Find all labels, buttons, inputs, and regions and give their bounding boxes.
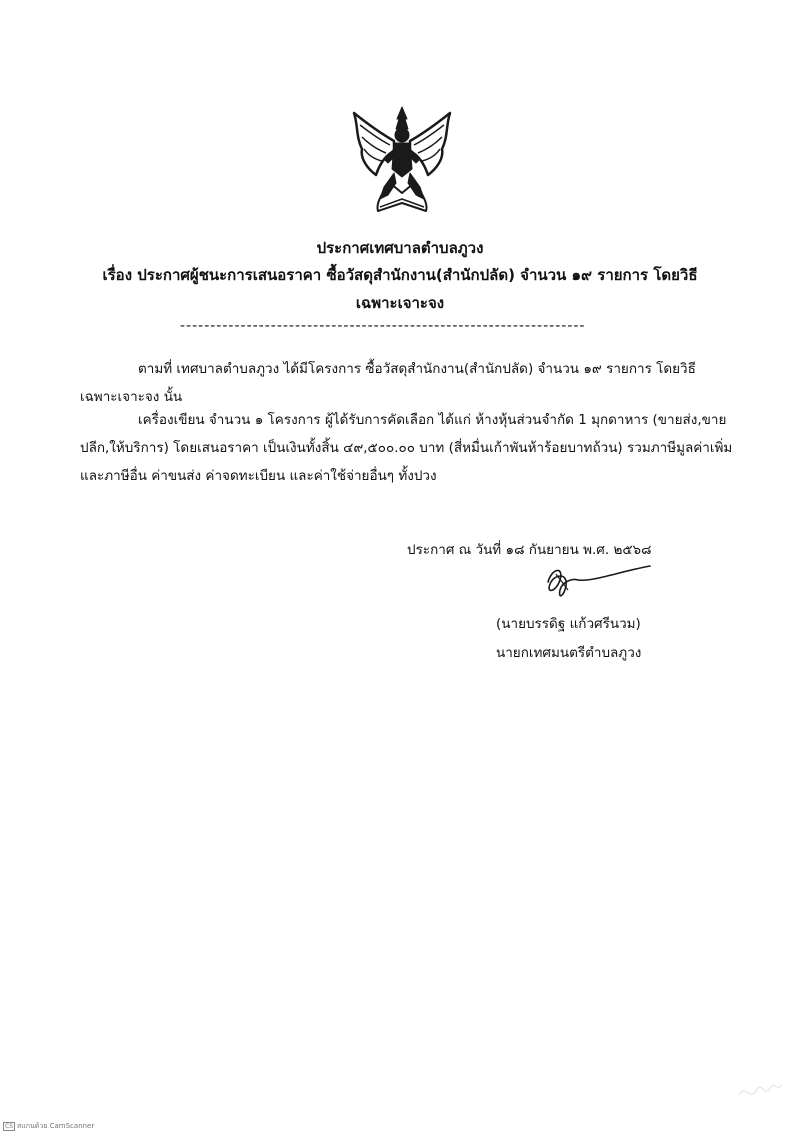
scanner-text: สแกนด้วย CamScanner <box>17 1122 95 1130</box>
scanner-watermark <box>3 1121 94 1132</box>
paragraph-1-line-2: เฉพาะเจาะจง นั้น <box>80 389 183 405</box>
announcement-title: ประกาศเทศบาลตำบลภูวง <box>316 239 484 257</box>
paragraph-2-line-1: เครื่องเขียน จำนวน ๑ โครงการ ผู้ได้รับการคัดเลือก ได้แก่ ห้างหุ้นส่วนจำกัด 1 มุกดาหาร (ขายส่ง,ขาย <box>138 412 727 428</box>
camscanner-logo-icon: CS <box>5 1123 13 1130</box>
faint-watermark-icon <box>735 1075 785 1105</box>
announcement-subject-continued: เฉพาะเจาะจง <box>355 294 445 312</box>
garuda-emblem-icon <box>350 103 454 215</box>
handwritten-signature <box>538 560 658 604</box>
signatory-position: นายกเทศมนตรีตำบลภูวง <box>496 645 642 661</box>
signatory-name: (นายบรรดิฐ แก้วศรีนวม) <box>496 616 641 632</box>
announcement-date: ประกาศ ณ วันที่ ๑๘ กันยายน พ.ศ. ๒๕๖๘ <box>407 542 652 558</box>
paragraph-2-line-2: ปลีก,ให้บริการ) โดยเสนอราคา เป็นเงินทั้งสิ้น ๔๙,๕๐๐.๐๐ บาท (สี่หมื่นเก้าพันห้าร้อยบาทถ้วน) รวมภาษีมูลค่าเพิ่ม <box>80 440 733 456</box>
announcement-subject: เรื่อง ประกาศผู้ชนะการเสนอราคา ซื้อวัสดุสำนักงาน(สำนักปลัด) จำนวน ๑๙ รายการ โดยวิธี <box>102 266 698 284</box>
paragraph-1-line-1: ตามที่ เทศบาลตำบลภูวง ได้มีโครงการ ซื้อวัสดุสำนักงาน(สำนักปลัด) จำนวน ๑๙ รายการ โดยวิธี <box>138 361 696 377</box>
paragraph-2-line-3: และภาษีอื่น ค่าขนส่ง ค่าจดทะเบียน และค่าใช้จ่ายอื่นๆ ทั้งปวง <box>80 468 437 484</box>
divider-line: ------------------------------------------------------------------- <box>180 318 586 334</box>
